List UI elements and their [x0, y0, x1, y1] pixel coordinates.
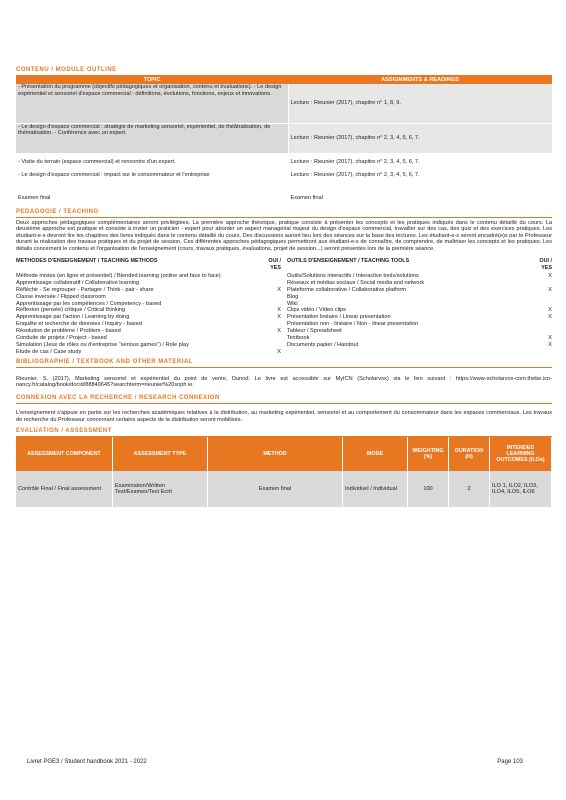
method-label: Textbook	[287, 335, 310, 342]
topic-cell: - Le design d'espace commercial : stratégie de marketing sensoriel, expérientiel, de théâtralisation, de thématisation. - Conférence avec un expert.	[16, 123, 288, 153]
method-label: Réfléchir - Se regrouper - Partager / Think - pair - share	[16, 286, 154, 293]
table-row	[16, 123, 552, 153]
eval-header-weighting: WEIGHTING (%)	[408, 437, 449, 471]
eval-header-method: METHOD	[208, 437, 343, 471]
assign-cell: Lecture : Rieunier (2017), chapitre n° 2, 3, 4, 5, 6, 7.	[288, 153, 552, 171]
topic-cell: - Le design d'espace commercial : impact sur le consommateur et l'entreprise	[16, 171, 288, 191]
research-text: L'enseignement s'appuie en partie sur les recherches académiques relatives à la distribution, au marketing expérientiel, sensoriel et au comportement du consommateur dans les espaces commerciaux. Les travaux de recherche du Professeur concernant certains aspects de la distribution seront mobilisés.	[16, 409, 552, 423]
assign-cell: Lecture : Rieunier (2017), chapitre n° 2, 3, 4, 5, 6, 7.	[288, 171, 552, 191]
method-row	[287, 335, 552, 342]
method-row	[287, 280, 552, 287]
table-row	[16, 191, 552, 205]
eval-header-ilos: INTENDED LEARNING OUTCOMES (ILOs)	[490, 437, 552, 471]
method-row	[16, 349, 281, 356]
method-label: Méthode mixtes (en ligne et présentiel) / Blended learning (online and face to face)	[16, 272, 221, 279]
method-row	[287, 273, 552, 280]
check-mark: X	[548, 314, 552, 321]
eval-cell-mode: Individuel / Individual	[343, 471, 408, 507]
check-mark	[265, 294, 281, 301]
research-heading: CONNEXION AVEC LA RECHERCHE / RESEARCH CONNEXION	[16, 394, 552, 404]
method-label: Wiki	[287, 300, 298, 307]
method-label: Tableur / Spreadsheet	[287, 328, 342, 335]
check-mark	[536, 301, 552, 308]
method-row	[16, 273, 281, 280]
method-label: Outils/Solutions interactifs / Interactive tools/solutions	[287, 272, 419, 279]
content-heading: CONTENU / MODULE OUTLINE	[16, 66, 552, 76]
assign-cell: Lecture : Rieunier (2017), chapitre n° 1, 8, 9.	[288, 84, 552, 123]
check-mark	[265, 273, 281, 280]
method-label: Présentation linéaire / Linear presentation	[287, 314, 391, 321]
topic-cell: - Visite du terrain (espace commercial) et rencontre d'un expert.	[16, 153, 288, 171]
method-row	[287, 307, 552, 314]
assign-cell: Examen final	[288, 191, 552, 205]
method-label: Présentation non - linéaire / Non - linear presentation	[287, 321, 419, 328]
method-label: Réflexion (pensée) critique / Critical thinking	[16, 307, 126, 314]
method-label: Simulation (Jeux de rôles ou d'entreprise "serious games") / Role play	[16, 341, 189, 348]
evaluation-heading: EVALUATION / ASSESSMENT	[16, 427, 552, 437]
method-label: Apprentissage par l'action / Learning by doing	[16, 314, 130, 321]
topic-cell: - Présentation du programme (objectifs pédagogiques et organisation, contenu et évaluations). - Le design expérientiel et sensoriel d'espace commercial : définitions, évolutions, fonctions, enjeux et innovations.	[16, 84, 288, 123]
page	[16, 66, 552, 507]
assign-header: ASSIGNMENTS & READINGS	[288, 76, 552, 84]
content-table	[16, 76, 552, 206]
check-mark	[536, 280, 552, 287]
check-mark	[536, 294, 552, 301]
method-label: Résolution de problème / Problem - based	[16, 328, 121, 335]
eval-header-duration: DURATION (H)	[449, 437, 490, 471]
eval-cell-weighting: 100	[408, 471, 449, 507]
eval-header-type: ASSESSMENT TYPE	[113, 437, 208, 471]
check-mark	[265, 335, 281, 342]
method-row	[287, 301, 552, 308]
check-mark: X	[277, 307, 281, 314]
check-mark: X	[277, 314, 281, 321]
method-label: Réseaux et médias sociaux / Social media and network	[287, 279, 425, 286]
table-row	[16, 471, 552, 507]
teaching-methods-column	[16, 258, 281, 355]
check-mark: X	[548, 341, 552, 348]
table-row	[16, 171, 552, 191]
method-row	[16, 287, 281, 294]
teaching-tools-list	[287, 273, 552, 349]
bibliography-heading: BIBLIOGRAPHIE / TEXTBOOK AND OTHER MATERIAL	[16, 358, 552, 368]
method-row	[16, 280, 281, 287]
teaching-methods-list	[16, 273, 281, 356]
table-row	[16, 84, 552, 123]
method-label: Etude de cas / Case study	[16, 348, 82, 355]
method-label: Plateforme collaborative / Collaborative platform	[287, 286, 407, 293]
eval-header-component: ASSESSMENT COMPONENT	[16, 437, 113, 471]
method-row	[16, 307, 281, 314]
page-footer	[27, 759, 523, 765]
method-label: Clips vidéo / Video clips	[287, 307, 346, 314]
check-mark	[536, 321, 552, 328]
footer-handbook-label: Livret PGE3 / Student handbook 2021 - 2022	[27, 759, 147, 765]
check-mark: X	[548, 272, 552, 279]
check-mark	[265, 301, 281, 308]
topic-cell: Examen final	[16, 191, 288, 205]
method-label: Apprentissage par les compétences / Competency - based	[16, 300, 162, 307]
check-mark: X	[548, 286, 552, 293]
method-row	[16, 294, 281, 301]
check-mark	[536, 328, 552, 335]
check-mark	[265, 280, 281, 287]
method-row	[287, 287, 552, 294]
method-label: Documents papier / Handout	[287, 341, 359, 348]
check-mark: X	[277, 286, 281, 293]
check-mark	[265, 342, 281, 349]
method-label: Enquête et recherche de données / Inquiry - based	[16, 321, 142, 328]
teaching-methods-title: METHODES D'ENSEIGNEMENT / TEACHING METHODS	[16, 258, 158, 265]
method-label: Classe inversée / Flipped classroom	[16, 293, 106, 300]
check-mark: X	[277, 348, 281, 355]
assign-cell: Lecture : Rieunier (2017), chapitre n° 2, 3, 4, 5, 6, 7.	[288, 123, 552, 153]
check-mark	[265, 321, 281, 328]
method-row	[287, 342, 552, 349]
check-mark: X	[277, 328, 281, 335]
method-row	[16, 342, 281, 349]
method-row	[287, 328, 552, 335]
method-row	[16, 335, 281, 342]
evaluation-table	[16, 437, 552, 507]
method-row	[16, 321, 281, 328]
page-number: Page 103	[497, 759, 523, 765]
method-label: Apprentissage collaboratif / Collaborative learning	[16, 279, 140, 286]
teaching-tools-title: OUTILS D'ENSEIGNEMENT / TEACHING TOOLS	[287, 258, 410, 265]
method-label: Conduite de projets / Project - based	[16, 335, 107, 342]
eval-cell-duration: 2	[449, 471, 490, 507]
yes-column-label: OUI / YES	[268, 258, 281, 271]
eval-header-mode: MODE	[343, 437, 408, 471]
bibliography-text: Rieunier, S. (2017), Marketing sensoriel et expérientiel du point de vente, Dunod. Le livre est accessible sur MyICN (Scholarvox) via le lien suivant : https://www-scholarvox-com.thebe.icn-nancy.fr/catalog/book/docid/88849645?searchterm=rieunier%20soph ie.	[16, 375, 552, 389]
method-row	[287, 314, 552, 321]
method-row	[16, 328, 281, 335]
methods-section	[16, 258, 552, 355]
method-label: Blog	[287, 293, 299, 300]
pedagogy-text: Deux approches pédagogiques complémentaires seront privilégiées. La première approche théorique, pratique consiste à présenter les concepts et les pratiques indiqués dans le contenu détaillé du cours. La deuxième approche est pratique et consiste à inviter un praticien - expert pour aborder un aspect managérial majeur du design d'espace commercial, travailler sur des cas, des quiz et des exercices pratiques. Les étudiant-e-s devront lire les chapitres des livres indiqués dans le contenu détaillé du cours. Des discussions auront lieu lors des séances sur la base des lectures. Les étudiant-e-s seront encadré(e)s par le Professeur durant la réalisation des travaux pratiques et du projet de session. Ces différentes approches pédagogiques permettront aux étudiant-e-s de connaître, de comprendre, de maîtriser les concepts et les pratiques. Les détails concernant le contenu et l'organisation de l'enseignement (cours, travaux pratiques, évaluations, projet de session...) seront présentés lors de la première séance.	[16, 219, 552, 252]
pedagogy-heading: PEDAGOGIE / TEACHING	[16, 208, 552, 218]
table-row	[16, 153, 552, 171]
method-row	[287, 294, 552, 301]
yes-column-label: OUI / YES	[539, 258, 552, 271]
eval-cell-ilos: ILO 1, ILO2, ILO3, ILO4, ILO5, ILO6	[490, 471, 552, 507]
method-row	[16, 314, 281, 321]
teaching-tools-column	[287, 258, 552, 355]
topic-header: TOPIC	[16, 76, 288, 84]
check-mark: X	[548, 335, 552, 342]
method-row	[287, 321, 552, 328]
eval-cell-type: Examination/Written Test/Examen/Test Ecrit	[113, 471, 208, 507]
method-row	[16, 301, 281, 308]
check-mark: X	[548, 307, 552, 314]
eval-cell-method: Examen final	[208, 471, 343, 507]
eval-cell-component: Contrôle Final / Final assessment	[16, 471, 113, 507]
